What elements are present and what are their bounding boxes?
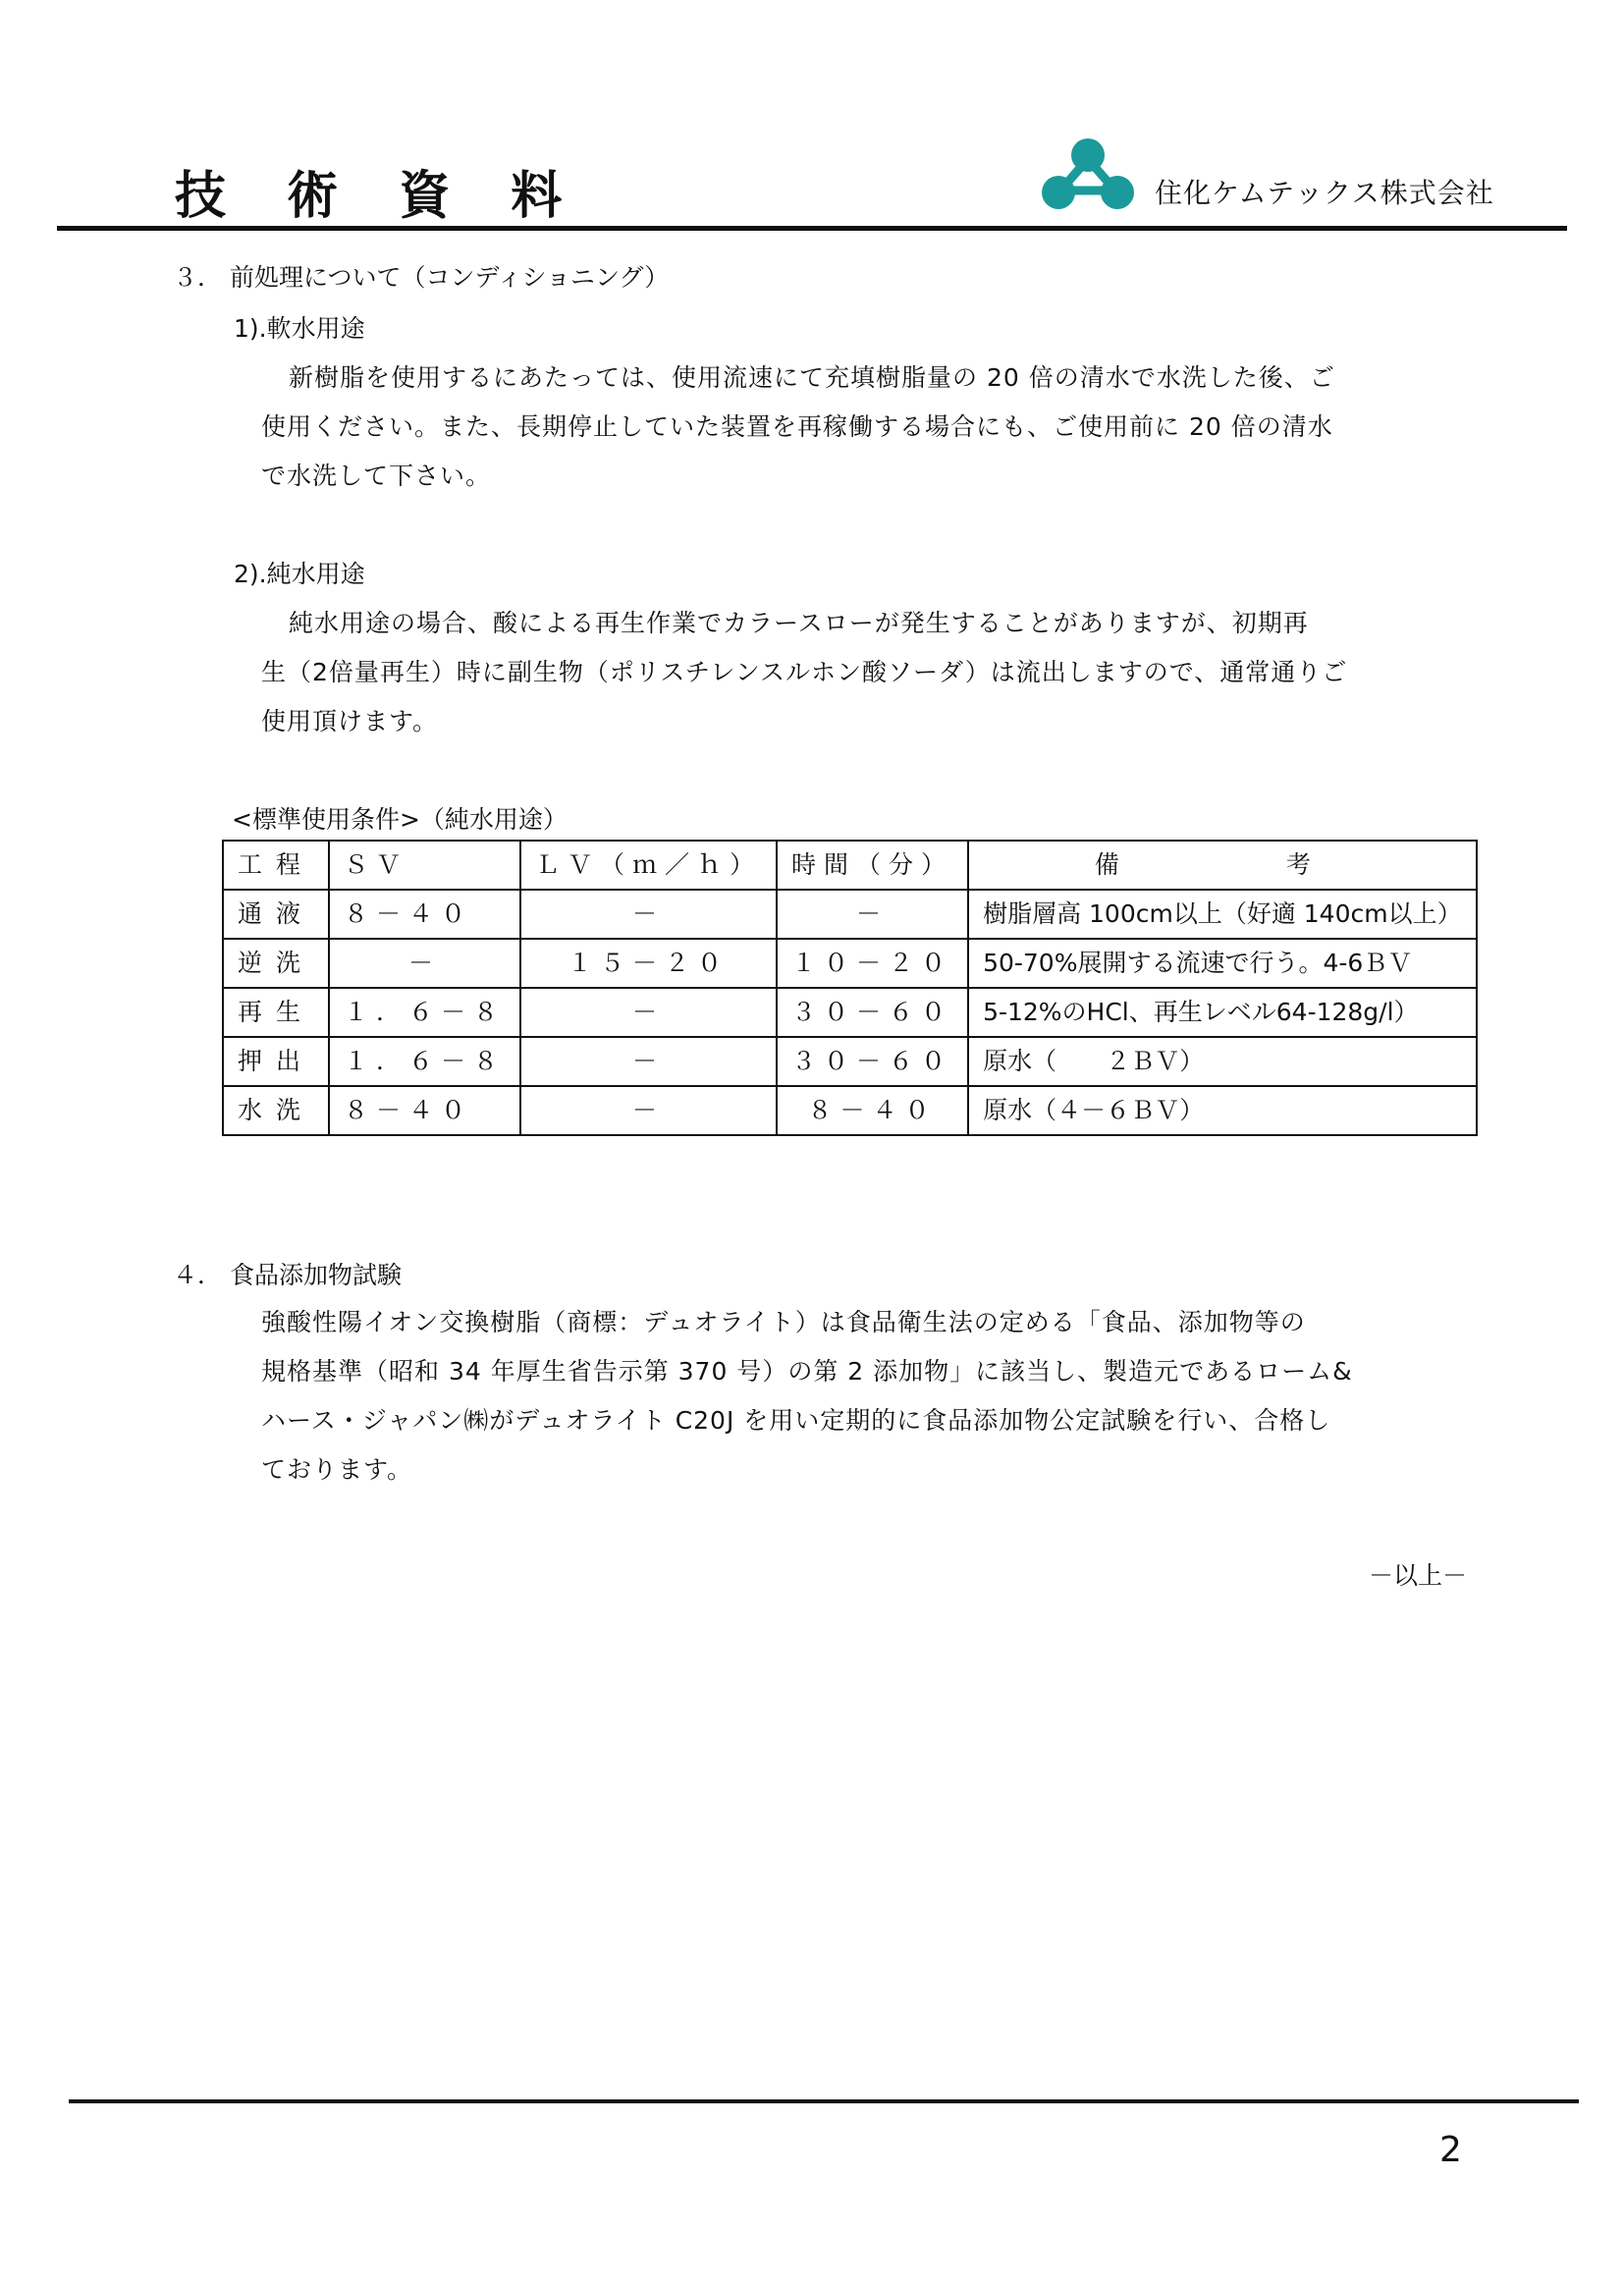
table-header-cell: ＬＶ（ｍ／ｈ） (520, 841, 777, 890)
table-header-row (223, 841, 1477, 890)
closing-mark: －以上－ (1368, 1561, 1467, 1590)
table-cell: 押出 (223, 1037, 329, 1086)
table-row (223, 890, 1477, 939)
paragraph-line: 新樹脂を使用するにあたっては、使用流速にて充填樹脂量の 20 倍の清水で水洗した後、ご (289, 363, 1335, 392)
paragraph-line: 使用頂けます。 (261, 707, 439, 735)
table-cell: ３０－６０ (777, 1037, 968, 1086)
section3-sub2-paragraph (261, 599, 1469, 746)
section4-heading: ４． 食品添加物試験 (173, 1261, 402, 1289)
table-cell: 逆洗 (223, 939, 329, 988)
table-cell: １．６－８ (329, 988, 520, 1037)
table-cell: 5-12%のHCl、再生レベル64-128g/l） (968, 988, 1477, 1037)
conditions-table (222, 840, 1478, 1136)
company-name: 住化ケムテックス株式会社 (1155, 177, 1494, 209)
paragraph-line: で水洗して下さい。 (261, 462, 492, 490)
table-cell: ８－４０ (329, 890, 520, 939)
table-cell: 水洗 (223, 1086, 329, 1135)
section4-paragraph (261, 1298, 1469, 1495)
table-row (223, 939, 1477, 988)
table-cell: １５－２０ (520, 939, 777, 988)
section3-sub1-paragraph (261, 354, 1469, 501)
table-header-cell: 工程 (223, 841, 329, 890)
table-header-cell: 備 考 (968, 841, 1477, 890)
table-cell: ８－４０ (329, 1086, 520, 1135)
table-row (223, 1037, 1477, 1086)
table-cell: ８－４０ (777, 1086, 968, 1135)
table-cell: 50-70%展開する流速で行う。4-6ＢＶ (968, 939, 1477, 988)
header-divider (57, 226, 1567, 231)
table-cell: － (520, 890, 777, 939)
section3-sub2-heading: 2).純水用途 (234, 560, 365, 588)
table-cell: ３０－６０ (777, 988, 968, 1037)
table-cell: － (520, 1037, 777, 1086)
paragraph-line: ハース・ジャパン㈱がデュオライト C20J を用い定期的に食品添加物公定試験を行い、合格し (261, 1406, 1331, 1435)
table-row (223, 1086, 1477, 1135)
table-cell: 再生 (223, 988, 329, 1037)
table-cell: － (329, 939, 520, 988)
table-cell: 原水（４－６ＢＶ） (968, 1086, 1477, 1135)
table-cell: 樹脂層高 100cm以上（好適 140cm以上） (968, 890, 1477, 939)
table-cell: 通液 (223, 890, 329, 939)
section3-heading: ３． 前処理について（コンディショニング） (173, 263, 670, 292)
paragraph-line: ております。 (261, 1455, 413, 1484)
document-title: 技 術 資 料 (175, 166, 584, 226)
table-cell: － (777, 890, 968, 939)
table-cell: － (520, 1086, 777, 1135)
table-cell: １．６－８ (329, 1037, 520, 1086)
footer-divider (69, 2099, 1579, 2103)
table-row (223, 988, 1477, 1037)
table-caption: <標準使用条件>（純水用途） (232, 805, 568, 834)
table-header-cell: ＳＶ (329, 841, 520, 890)
paragraph-line: 規格基準（昭和 34 年厚生省告示第 370 号）の第 2 添加物」に該当し、製造元であるローム& (261, 1357, 1353, 1386)
table-cell: － (520, 988, 777, 1037)
paragraph-line: 生（2倍量再生）時に副生物（ポリスチレンスルホン酸ソーダ）は流出しますので、通常通りご (261, 658, 1348, 686)
paragraph-line: 純水用途の場合、酸による再生作業でカラースローが発生することがありますが、初期再 (289, 609, 1309, 637)
page-number: 2 (1439, 2130, 1462, 2170)
paragraph-line: 強酸性陽イオン交換樹脂（商標：デュオライト）は食品衛生法の定める「食品、添加物等の (261, 1308, 1306, 1336)
paragraph-line: 使用ください。また、長期停止していた装置を再稼働する場合にも、ご使用前に 20 倍の清水 (261, 412, 1333, 441)
table-cell: １０－２０ (777, 939, 968, 988)
table-header-cell: 時間（分） (777, 841, 968, 890)
molecule-logo-icon (1039, 130, 1137, 218)
section3-sub1-heading: 1).軟水用途 (234, 314, 365, 343)
table-cell: 原水（ ２ＢＶ） (968, 1037, 1477, 1086)
